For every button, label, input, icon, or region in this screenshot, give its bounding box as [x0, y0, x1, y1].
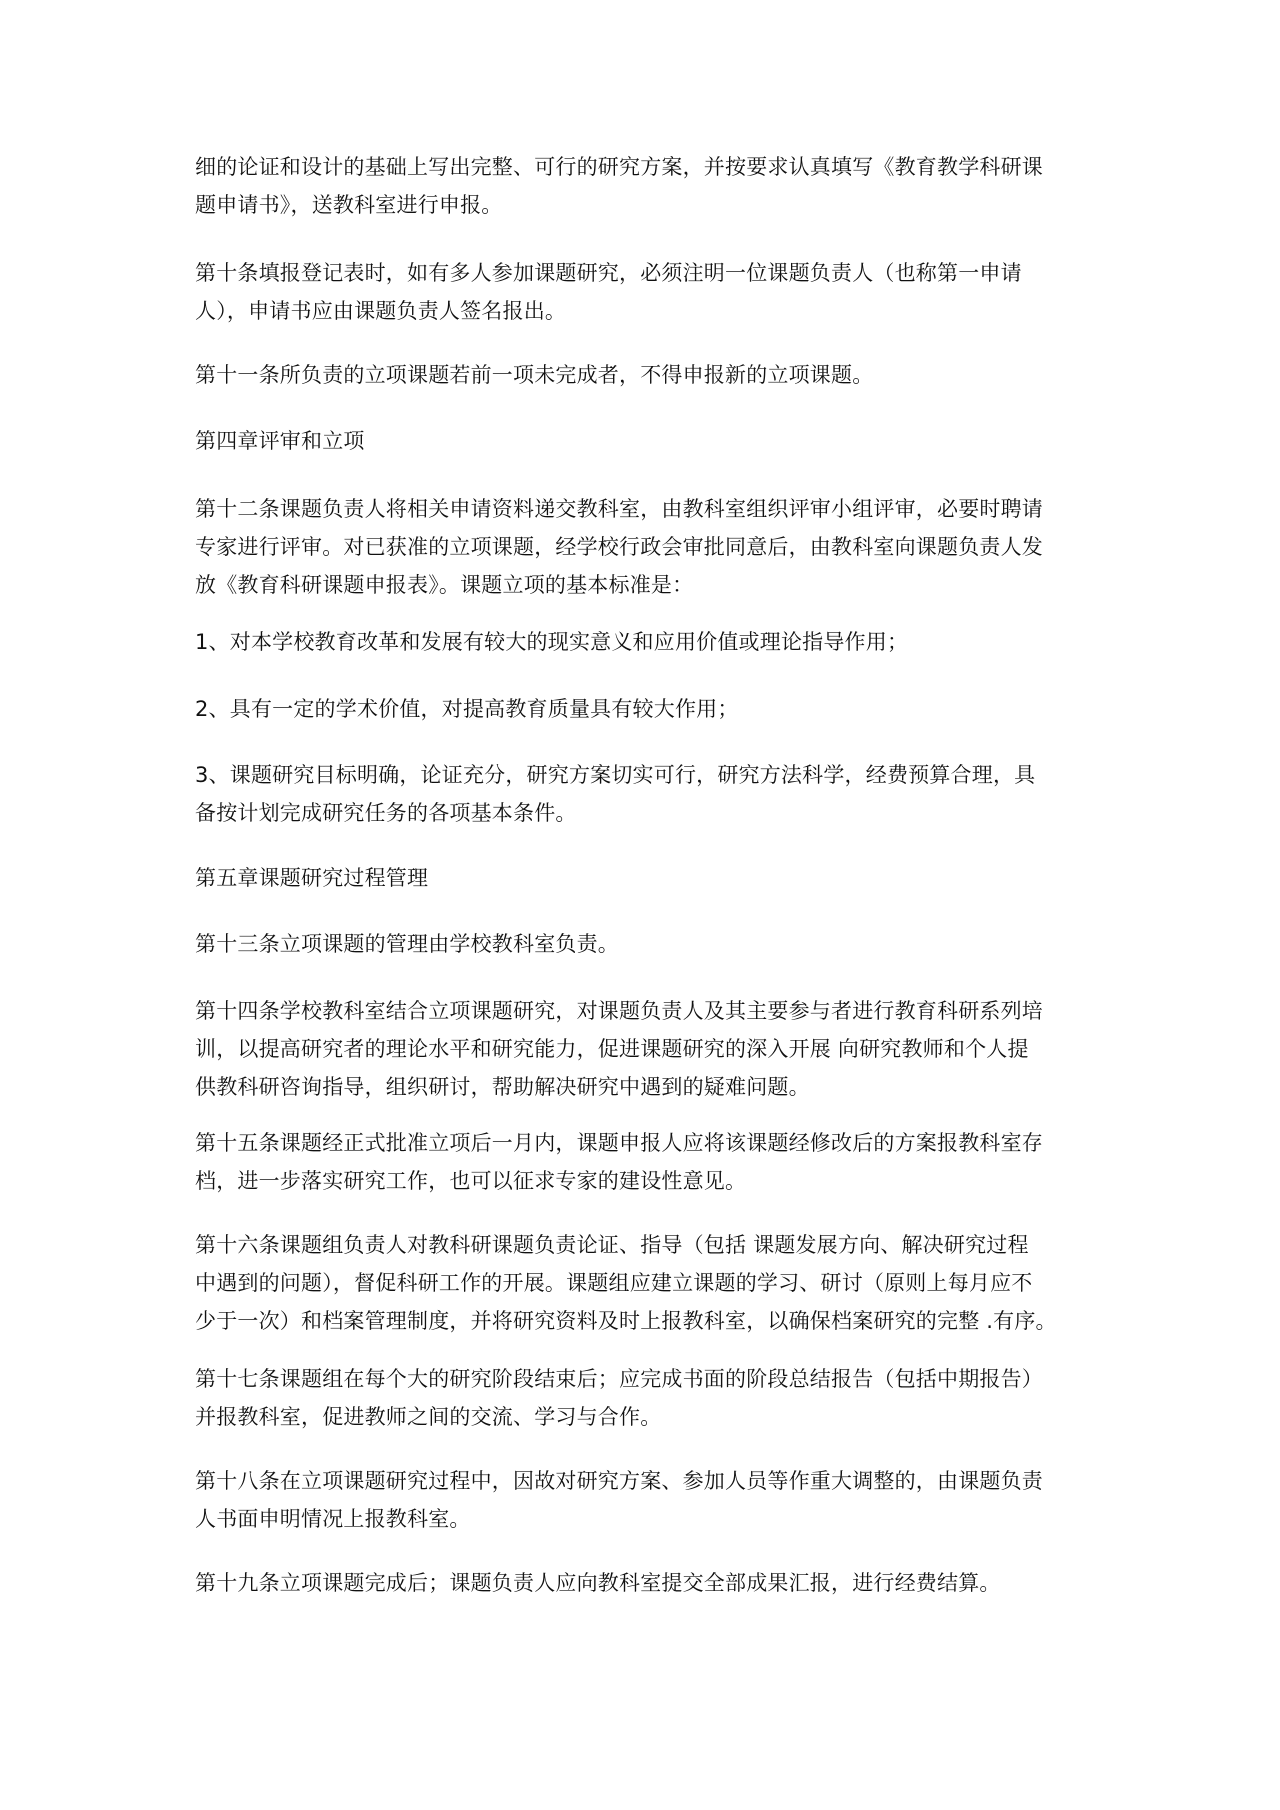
- text-line: 第十六条课题组负责人对教科研课题负责论证、指导（包括 课题发展方向、解决研究过程: [195, 1233, 1029, 1257]
- text-line: 并报教科室，促进教师之间的交流、学习与合作。: [195, 1405, 662, 1429]
- text-line: 细的论证和设计的基础上写出完整、可行的研究方案，并按要求认真填写《教育教学科研课: [195, 155, 1043, 179]
- text-line: 人），申请书应由课题负责人签名报出。: [195, 299, 567, 323]
- text-line: 第十三条立项课题的管理由学校教科室负责。: [195, 932, 619, 956]
- text-line: 3、课题研究目标明确，论证充分，研究方案切实可行，研究方法科学，经费预算合理，具: [195, 763, 1036, 787]
- text-line: 档，进一步落实研究工作，也可以征求专家的建设性意见。: [195, 1169, 747, 1193]
- text-line: 第十九条立项课题完成后；课题负责人应向教科室提交全部成果汇报，进行经费结算。: [195, 1571, 1001, 1595]
- paragraph-article-14: [195, 992, 1095, 1106]
- text-line: 供教科研咨询指导，组织研讨，帮助解决研究中遇到的疑难问题。: [195, 1075, 810, 1099]
- text-line: 第十一条所负责的立项课题若前一项未完成者，不得申报新的立项课题。: [195, 363, 874, 387]
- paragraph-article-10: [195, 254, 1095, 330]
- text-line: 第十五条课题经正式批准立项后一月内，课题申报人应将该课题经修改后的方案报教科室存: [195, 1131, 1043, 1155]
- text-line: 2、具有一定的学术价值，对提高教育质量具有较大作用；: [195, 697, 739, 721]
- text-line: 题申请书》，送教科室进行申报。: [195, 193, 503, 217]
- paragraph-article-12: [195, 490, 1095, 604]
- text-line: 人书面申明情况上报教科室。: [195, 1507, 471, 1531]
- chapter-heading-5: [195, 859, 1095, 897]
- paragraph-research-plan: [195, 148, 1095, 224]
- paragraph-article-11: [195, 356, 1095, 394]
- paragraph-article-18: [195, 1462, 1095, 1538]
- text-line: 第十七条课题组在每个大的研究阶段结束后；应完成书面的阶段总结报告（包括中期报告）: [195, 1367, 1043, 1391]
- paragraph-article-15: [195, 1124, 1095, 1200]
- paragraph-article-16: [195, 1226, 1095, 1340]
- chapter-title: 第四章评审和立项: [195, 429, 365, 453]
- text-line: 训，以提高研究者的理论水平和研究能力，促进课题研究的深入开展 向研究教师和个人提: [195, 1037, 1029, 1061]
- paragraph-article-13: [195, 925, 1095, 963]
- list-item-criterion-2: [195, 690, 1095, 728]
- paragraph-article-17: [195, 1360, 1095, 1436]
- text-line: 中遇到的问题），督促科研工作的开展。课题组应建立课题的学习、研讨（原则上每月应不: [195, 1271, 1033, 1295]
- chapter-title: 第五章课题研究过程管理: [195, 866, 429, 890]
- paragraph-article-19: [195, 1564, 1095, 1602]
- text-line: 第十二条课题负责人将相关申请资料递交教科室，由教科室组织评审小组评审，必要时聘请: [195, 497, 1043, 521]
- list-item-criterion-1: [195, 623, 1095, 661]
- text-line: 专家进行评审。对已获准的立项课题，经学校行政会审批同意后，由教科室向课题负责人发: [195, 535, 1043, 559]
- text-line: 第十四条学校教科室结合立项课题研究，对课题负责人及其主要参与者进行教育科研系列培: [195, 999, 1043, 1023]
- text-line: 第十八条在立项课题研究过程中，因故对研究方案、参加人员等作重大调整的，由课题负责: [195, 1469, 1043, 1493]
- text-line: 备按计划完成研究任务的各项基本条件。: [195, 801, 577, 825]
- text-line: 第十条填报登记表时，如有多人参加课题研究，必须注明一位课题负责人（也称第一申请: [195, 261, 1022, 285]
- chapter-heading-4: [195, 422, 1095, 460]
- list-item-criterion-3: [195, 756, 1095, 832]
- text-line: 少于一次）和档案管理制度，并将研究资料及时上报教科室，以确保档案研究的完整 .有序。: [195, 1309, 1057, 1333]
- text-line: 1、对本学校教育改革和发展有较大的现实意义和应用价值或理论指导作用；: [195, 630, 909, 654]
- text-line: 放《教育科研课题申报表》。课题立项的基本标准是：: [195, 573, 694, 597]
